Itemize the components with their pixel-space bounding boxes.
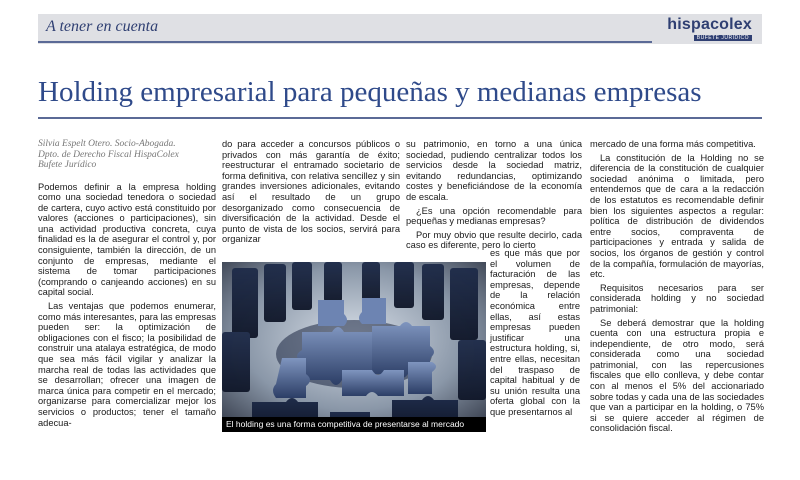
article-column-1 (38, 139, 216, 431)
puzzle-pieces-image (222, 262, 486, 432)
header-underline (38, 41, 652, 43)
paragraph: La constitución de la Holding no se diferencia de la constitución de cualquier sociedad anónima o limitada, pero entendemos que de cara a la redacción de los estatutos es recomendable definir bien los siguientes aspectos a regular: política de distribución de dividendos entre socios, compraventa de participaciones y entrada y salida de socios, los órganos de gestión y control de la compañía, formulación de mayorías, etc. (590, 152, 764, 280)
paragraph: su patrimonio, en torno a una única sociedad, pudiendo centralizar todos los servicios desde la sociedad matriz, evitando redundancias, optimizando costes y beneficiándose de la economía de escala. (406, 139, 582, 202)
hispacolex-logo (644, 16, 756, 42)
byline-author: Silvia Espelt Otero. Socio-Abogada. (38, 139, 176, 149)
paragraph: mercado de una forma más competitiva. (590, 139, 756, 149)
byline-department: Dpto. de Derecho Fiscal HispaColex (38, 149, 179, 160)
article-column-2 (222, 139, 400, 248)
photo-caption: El holding es una forma competitiva de presentarse al mercado (222, 417, 486, 432)
article-column-4 (590, 139, 764, 437)
section-label: A tener en cuenta (46, 18, 159, 35)
paragraph: Requisitos necesarios para ser considerada holding y no sociedad patrimonial: (590, 282, 764, 314)
paragraph: do para acceder a concursos públicos o privados con más garantía de éxito; reestructurar el entramado societario de forma definitiva, con relativa sencillez y sin grandes inversiones adicionales, evitando así el resultado de un grupo desorganizado como consecuencia de diversificación de la actividad. Desde el punto de vista de los socios, servirá para organizar (222, 139, 400, 245)
title-rule (38, 117, 762, 119)
paragraph: es que más que por el volumen de facturación de las empresas, depende de la relación económica entre ellas, así estas empresas pueden justificar una estructura holding, si, entre ellas, necesitan del traspaso de capital habitual y de su unión resulta una oferta global con la que presentarnos al (490, 248, 580, 417)
section-header-bar (38, 14, 762, 44)
article-column-3 (406, 139, 582, 254)
paragraph: Se deberá demostrar que la holding cuenta con una estructura propia e independiente, de otro modo, será considerada como una sociedad patrimonial, con las repercusiones fiscales que ello conlleva, y debe contar con al menos el 5% del accionariado sobre todas y cada una de las sociedades que van a participar en la holding, o 75% si se quiere acceder al régimen de consolidación fiscal. (590, 317, 764, 434)
byline (38, 139, 216, 171)
logo-subtitle: BUFETE JURÍDICO (694, 35, 752, 41)
article-column-3-wrap (490, 248, 580, 421)
byline-firm: Bufete Jurídico (38, 160, 97, 170)
paragraph: ¿Es una opción recomendable para pequeñas y medianas empresas? (406, 205, 582, 227)
paragraph: Por muy obvio que resulte decirlo, cada caso es diferente, pero lo cierto (406, 229, 582, 251)
article-title: Holding empresarial para pequeñas y medianas empresas (38, 76, 702, 108)
paragraph: Podemos definir a la empresa holding como una sociedad tenedora o sociedad de cartera, cuyo activo está constituido por valores (acciones o participaciones), sin una actividad productiva concreta, cuya finalidad es la de asegurar el control y, por consiguiente, también la dirección, de un conjunto de empresas, mediante el sistema de tomar participaciones (comprando o canjeando acciones) en su capital social. (38, 181, 216, 298)
logo-text: hispacolex (667, 16, 752, 33)
paragraph: Las ventajas que podemos enumerar, como más interesantes, para las empresas pueden ser: la optimización de obligaciones con el fisco; la posibilidad de construir una atalaya estratégica, de modo que sea más fácil vigilar y analizar la marcha real de todas las actividades que se desarrollan; ofrecer una imagen de marca única para competir en el mercado; organizarse para comercializar mejor los servicios o productos; tener el tamaño adecua- (38, 301, 216, 428)
